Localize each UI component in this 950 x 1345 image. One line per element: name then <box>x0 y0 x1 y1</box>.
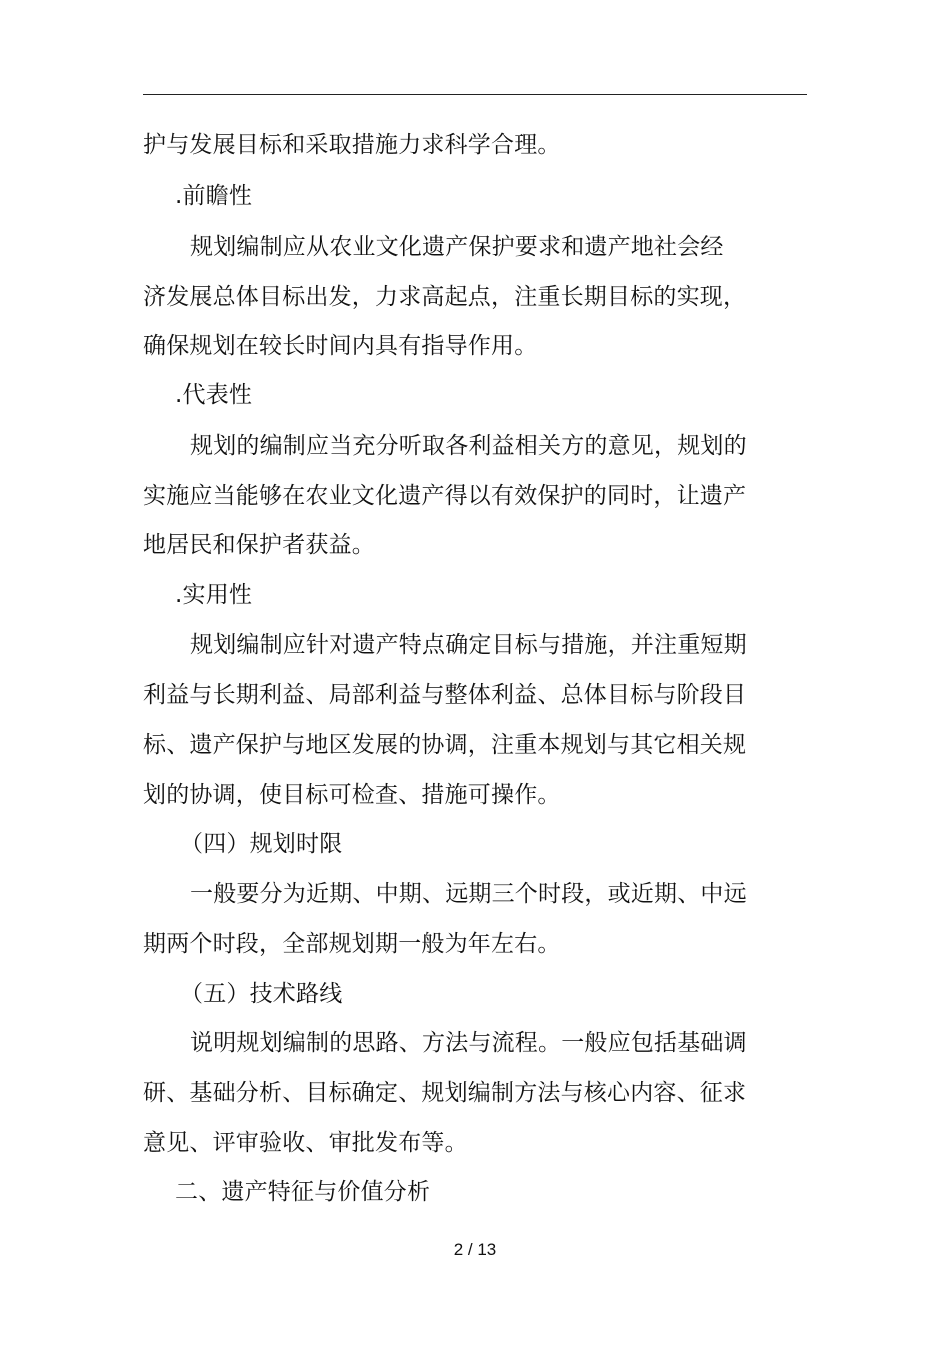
text-line: 济发展总体目标出发，力求高起点，注重长期目标的实现， <box>143 284 747 310</box>
text-line: 实施应当能够在农业文化遗产得以有效保护的同时，让遗产 <box>143 483 747 509</box>
heading-foresight: .前瞻性 <box>175 183 253 209</box>
text-line: 标、遗产保护与地区发展的协调，注重本规划与其它相关规 <box>143 732 747 758</box>
heading-section-two: 二、遗产特征与价值分析 <box>175 1179 431 1205</box>
heading-technical-route: （五）技术路线 <box>180 981 343 1007</box>
text-line: 意见、评审验收、审批发布等。 <box>143 1130 468 1156</box>
text-line: 规划的编制应当充分听取各利益相关方的意见，规划的 <box>190 433 747 459</box>
text-line: 确保规划在较长时间内具有指导作用。 <box>143 333 538 359</box>
header-rule <box>143 94 807 95</box>
text-line: 护与发展目标和采取措施力求科学合理。 <box>143 132 561 158</box>
heading-representative: .代表性 <box>175 382 253 408</box>
heading-timeframe: （四）规划时限 <box>180 831 343 857</box>
text-line: 规划编制应从农业文化遗产保护要求和遗产地社会经 <box>190 234 724 260</box>
text-line: 规划编制应针对遗产特点确定目标与措施，并注重短期 <box>190 632 747 658</box>
text-line: 一般要分为近期、中期、远期三个时段，或近期、中远 <box>190 881 747 907</box>
text-line: 利益与长期利益、局部利益与整体利益、总体目标与阶段目 <box>143 682 747 708</box>
text-line: 划的协调，使目标可检查、措施可操作。 <box>143 782 561 808</box>
text-line: 期两个时段，全部规划期一般为年左右。 <box>143 931 561 957</box>
text-line: 说明规划编制的思路、方法与流程。一般应包括基础调 <box>190 1030 747 1056</box>
page-number: 2 / 13 <box>453 1240 497 1259</box>
text-line: 研、基础分析、目标确定、规划编制方法与核心内容、征求 <box>143 1080 747 1106</box>
text-line: 地居民和保护者获益。 <box>143 532 375 558</box>
heading-practical: .实用性 <box>175 582 253 608</box>
